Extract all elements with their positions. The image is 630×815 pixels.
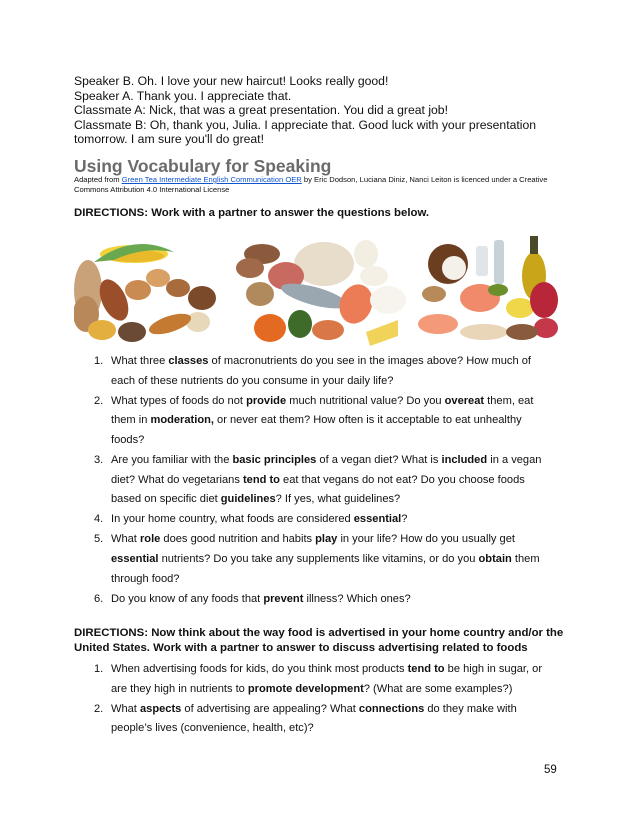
question-text: of a vegan diet? What is — [316, 453, 442, 466]
credit-link[interactable]: Green Tea Intermediate English Communication OER — [121, 175, 302, 184]
question-text: nutrients? Do you take any supplements like vitamins, or do you — [158, 552, 479, 565]
question-item — [94, 660, 556, 699]
question-text: What types of foods do not — [111, 394, 247, 407]
attribution-credit — [74, 175, 564, 194]
question-number: 4. — [94, 513, 104, 526]
vocabulary-term: promote development — [247, 682, 364, 695]
question-text: of macronutrients do you see in the images above? How much of each of these nutrients do you consume in your daily life? — [111, 355, 531, 387]
vocabulary-term: connections — [358, 702, 425, 715]
question-item — [94, 590, 556, 610]
directions-heading-1: DIRECTIONS: Work with a partner to answer the questions below. — [74, 207, 430, 219]
proteins-image — [236, 240, 406, 346]
question-number: 1. — [94, 355, 104, 367]
question-number: 5. — [94, 533, 104, 546]
question-text: them, eat them in — [111, 394, 534, 427]
vocabulary-term: moderation, — [150, 414, 214, 427]
fats-image — [418, 236, 558, 340]
question-text: Do you know of any foods that — [111, 592, 264, 605]
vocabulary-term: tend to — [407, 663, 445, 675]
questions-list-1 — [94, 352, 556, 610]
question-item — [94, 451, 556, 510]
question-text: When advertising foods for kids, do you think most products — [111, 663, 408, 675]
question-text: eat that vegans do not eat? Do you choose foods based on specific diet — [111, 473, 525, 506]
vocabulary-term: included — [441, 453, 488, 466]
question-number: 2. — [94, 394, 104, 407]
question-text: illness? Which ones? — [303, 592, 411, 605]
directions-heading-2: DIRECTIONS: Now think about the way food is advertised in your home country and/or the United States. Work with a partner to answer to discuss advertising related to foods — [74, 627, 564, 654]
credit-suffix: by Eric Dodson, Luciana Diniz, Nanci Leiton is licenced under a Creative Commons Attribution 4.0 International License — [74, 175, 548, 194]
vocabulary-term: aspects — [139, 702, 182, 715]
dialog-block — [74, 74, 554, 147]
page-number: 59 — [544, 764, 557, 776]
vocabulary-term: role — [139, 533, 161, 546]
question-text: in your life? How do you usually get — [337, 533, 515, 546]
dialog-line: Classmate A: Nick, that was a great presentation. You did a great job! — [74, 103, 448, 118]
question-item — [94, 510, 556, 530]
question-text: Are you familiar with the — [111, 453, 233, 466]
section-title: Using Vocabulary for Speaking — [74, 156, 332, 176]
question-text: What — [111, 533, 140, 546]
vocabulary-term: tend to — [242, 473, 280, 486]
question-text: be high in sugar, or are they high in nutrients to — [111, 663, 543, 695]
vocabulary-term: obtain — [478, 552, 512, 565]
food-images — [74, 232, 558, 348]
vocabulary-term: play — [315, 533, 338, 546]
question-text: do they make with people’s lives (convenience, health, etc)? — [111, 702, 517, 735]
dialog-line: Classmate B: Oh, thank you, Julia. I appreciate that. Good luck with your presentation tomorrow. I am sure you'll do great! — [74, 117, 537, 147]
question-number: 1. — [94, 663, 104, 675]
questions-list-2 — [94, 660, 556, 739]
question-text: them through food? — [111, 552, 540, 585]
vocabulary-term: essential — [111, 552, 159, 565]
question-text: or never eat them? How often is it acceptable to eat unhealthy foods? — [111, 414, 522, 446]
question-text: In your home country, what foods are considered — [111, 513, 354, 526]
question-text: of advertising are appealing? What — [181, 702, 359, 715]
question-item — [94, 700, 556, 739]
question-text: ? If yes, what guidelines? — [275, 493, 401, 506]
question-text: What three — [111, 355, 169, 367]
question-text: ? (What are some examples?) — [363, 682, 513, 695]
question-number: 2. — [94, 702, 104, 715]
vocabulary-term: guidelines — [220, 493, 276, 506]
dialog-line: Speaker B. Oh. I love your new haircut! Looks really good! — [74, 74, 389, 88]
question-text: What — [111, 702, 140, 715]
question-item — [94, 352, 556, 391]
question-text: much nutritional value? Do you — [286, 394, 445, 407]
vocabulary-term: classes — [168, 355, 209, 367]
vocabulary-term: provide — [246, 394, 287, 407]
vocabulary-term: basic principles — [232, 453, 317, 466]
question-text: ? — [401, 513, 408, 526]
carbohydrates-image — [74, 244, 216, 342]
vocabulary-term: essential — [353, 513, 402, 526]
question-number: 3. — [94, 453, 104, 466]
question-item — [94, 392, 556, 451]
macronutrient-photo-strip — [74, 232, 558, 348]
question-item — [94, 530, 556, 589]
vocabulary-term: overeat — [444, 394, 485, 407]
dialog-line: Speaker A. Thank you. I appreciate that. — [74, 88, 292, 103]
question-number: 6. — [94, 592, 104, 605]
vocabulary-term: prevent — [263, 592, 304, 605]
question-text: in a vegan diet? What do vegetarians — [111, 453, 542, 486]
credit-prefix: Adapted from — [74, 175, 122, 184]
question-text: does good nutrition and habits — [160, 533, 316, 546]
